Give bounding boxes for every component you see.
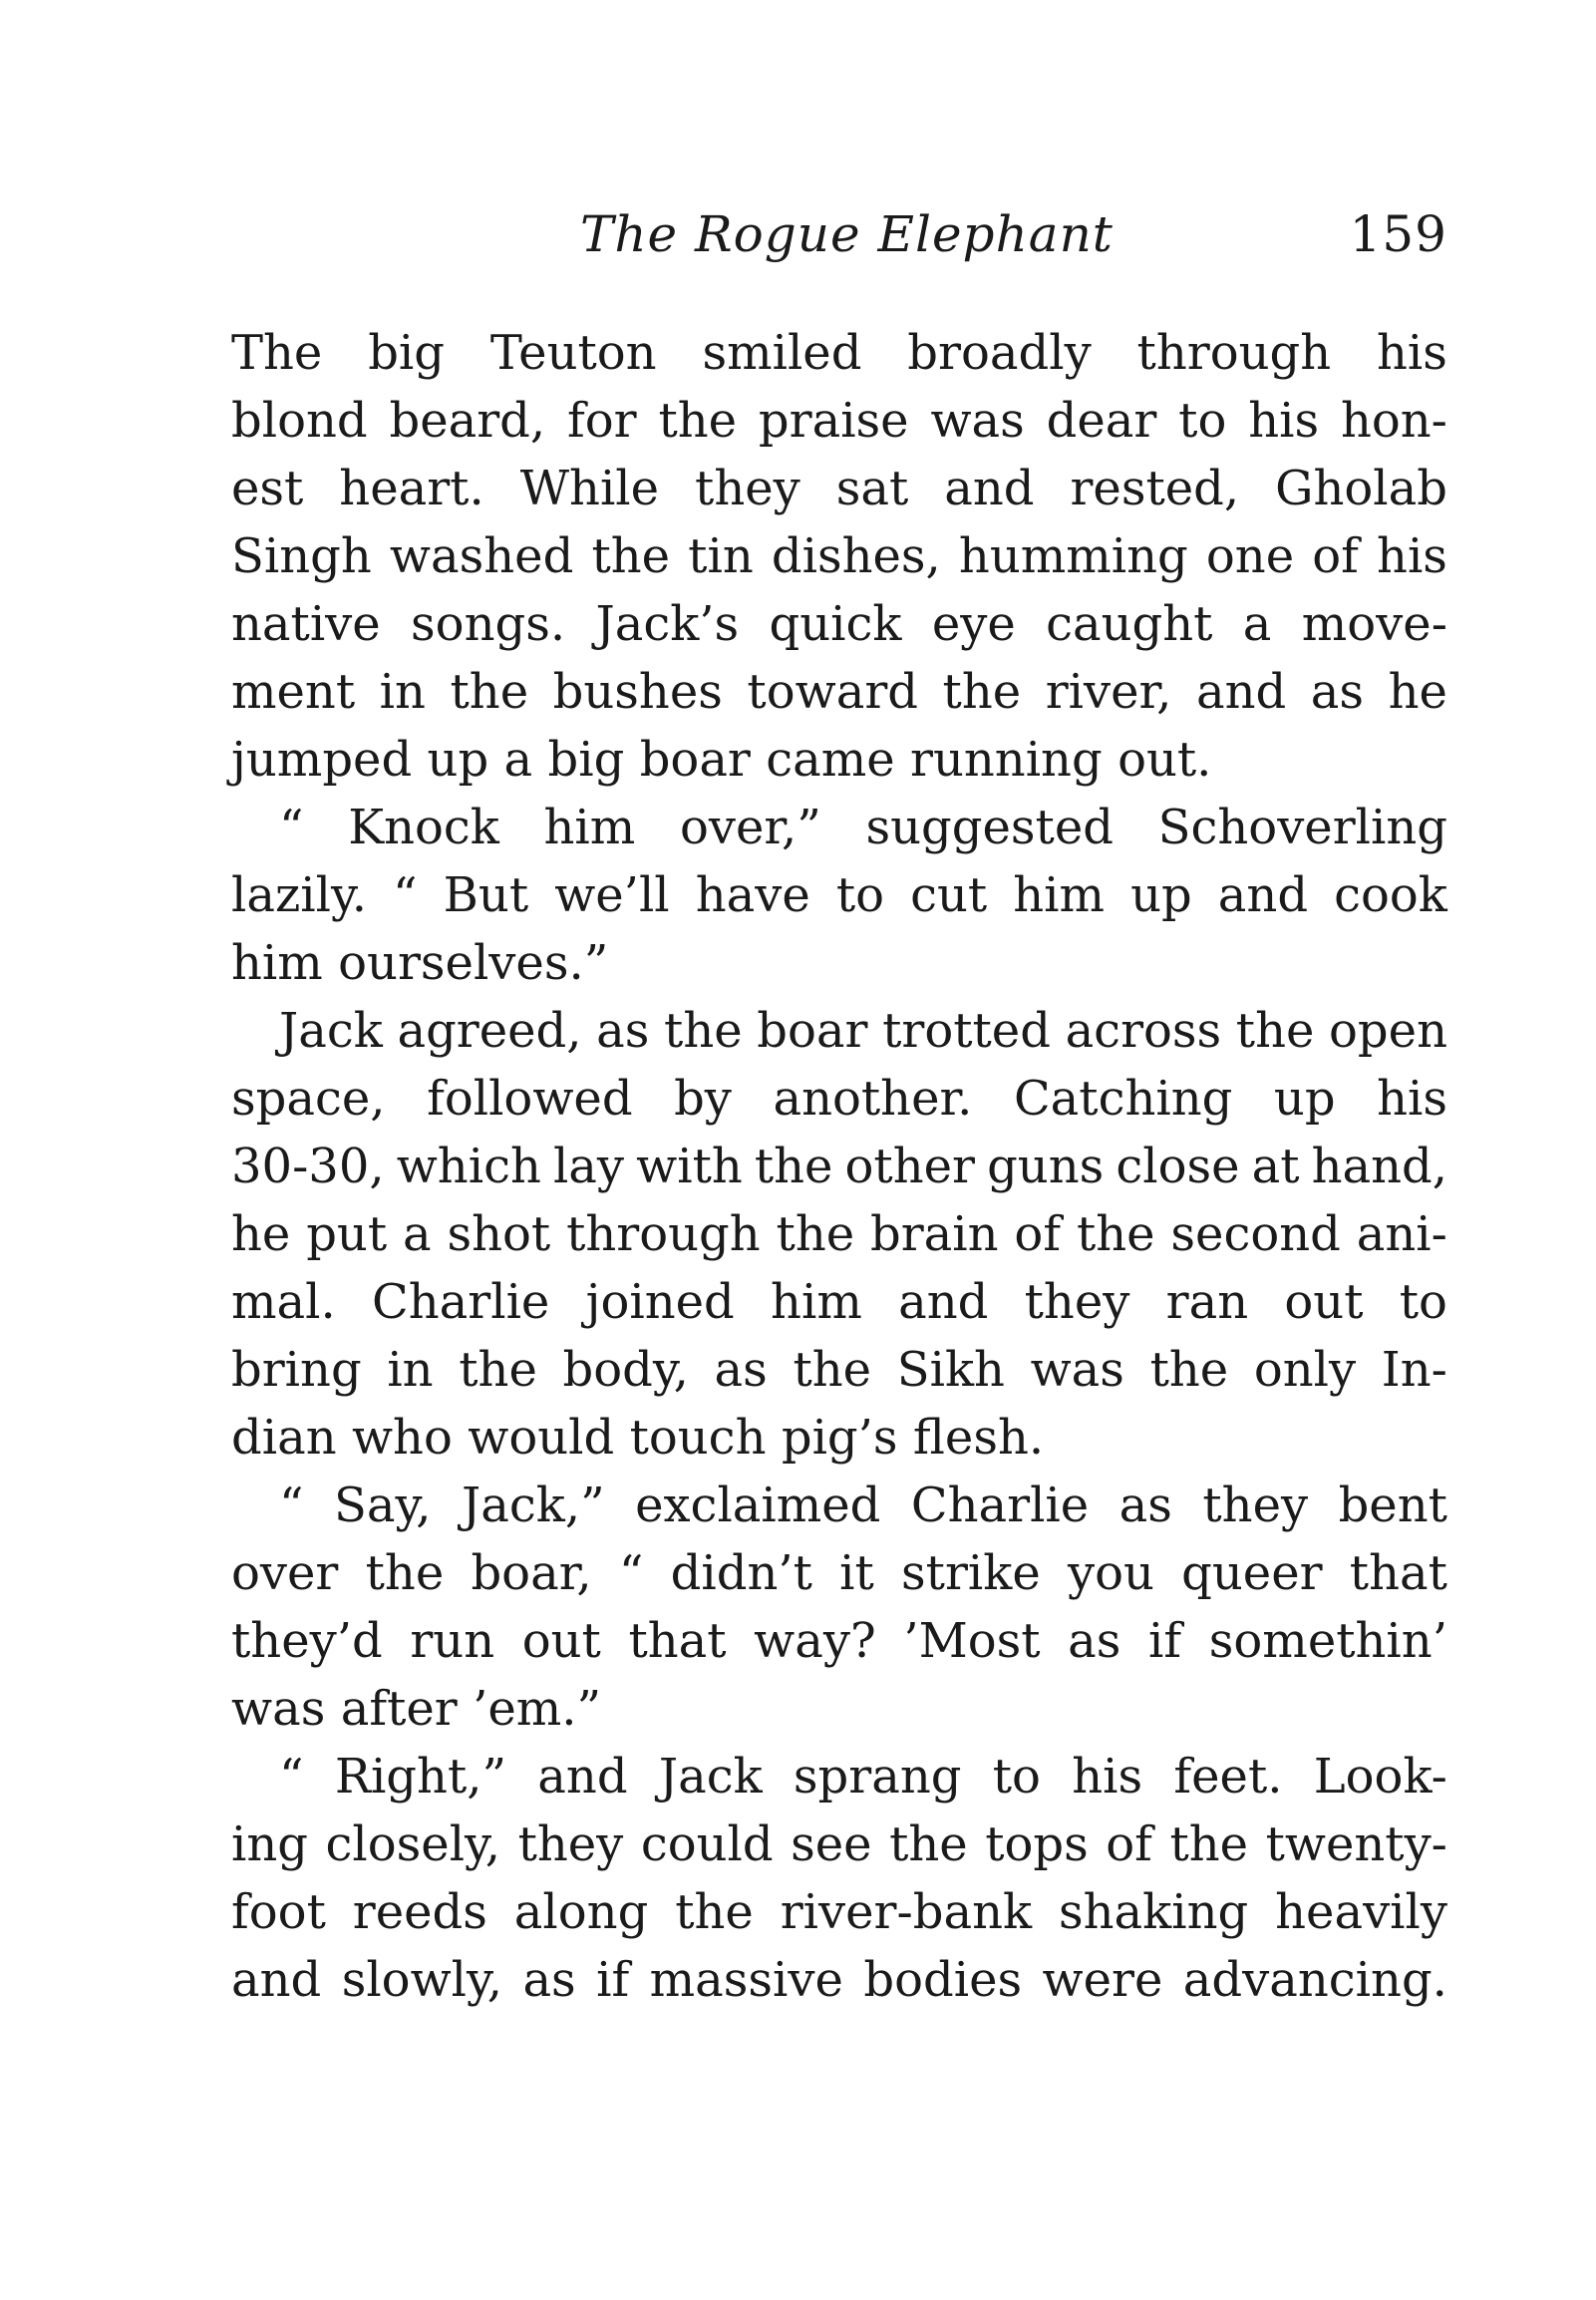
text-line: “ Say, Jack,” exclaimed Charlie as they bent xyxy=(279,1478,1447,1533)
text-line: ment in the bushes toward the river, and as he xyxy=(231,664,1447,720)
text-line: Jack agreed, as the boar trotted across the open xyxy=(279,1003,1447,1059)
text-line: bring in the body, as the Sikh was the only In- xyxy=(231,1342,1447,1398)
text-line: “ Knock him over,” suggested Schoverling xyxy=(279,800,1447,855)
text-line: they’d run out that way? ’Most as if somethin’ xyxy=(231,1613,1447,1669)
text-line: 30-30, which lay with the other guns close at hand, xyxy=(231,1139,1447,1194)
text-line: native songs. Jack’s quick eye caught a move- xyxy=(231,596,1447,652)
text-line: “ Right,” and Jack sprang to his feet. Look- xyxy=(279,1749,1447,1805)
text-line: jumped up a big boar came running out. xyxy=(231,732,1212,788)
running-head xyxy=(231,199,1447,269)
text-line: dian who would touch pig’s flesh. xyxy=(231,1410,1045,1466)
text-line: was after ’em.” xyxy=(231,1681,602,1737)
text-line: The big Teuton smiled broadly through his xyxy=(231,325,1447,381)
body-text xyxy=(231,319,1447,2014)
text-line: est heart. While they sat and rested, Gholab xyxy=(231,461,1447,516)
text-line: him ourselves.” xyxy=(231,935,609,991)
page-number: 159 xyxy=(1349,205,1447,263)
text-line: he put a shot through the brain of the second ani- xyxy=(231,1206,1447,1262)
text-line: mal. Charlie joined him and they ran out to xyxy=(231,1274,1447,1330)
text-line: Singh washed the tin dishes, humming one of his xyxy=(231,528,1447,584)
text-line: foot reeds along the river-bank shaking heavily xyxy=(231,1884,1447,1940)
text-line: ing closely, they could see the tops of the twenty- xyxy=(231,1816,1447,1872)
text-line: over the boar, “ didn’t it strike you queer that xyxy=(231,1545,1447,1601)
text-line: lazily. “ But we’ll have to cut him up and cook xyxy=(231,867,1447,923)
text-line: and slowly, as if massive bodies were advancing. xyxy=(231,1952,1447,2008)
text-line: space, followed by another. Catching up his xyxy=(231,1071,1447,1127)
running-title: The Rogue Elephant xyxy=(580,205,1114,263)
text-line: blond beard, for the praise was dear to his hon- xyxy=(231,393,1447,449)
